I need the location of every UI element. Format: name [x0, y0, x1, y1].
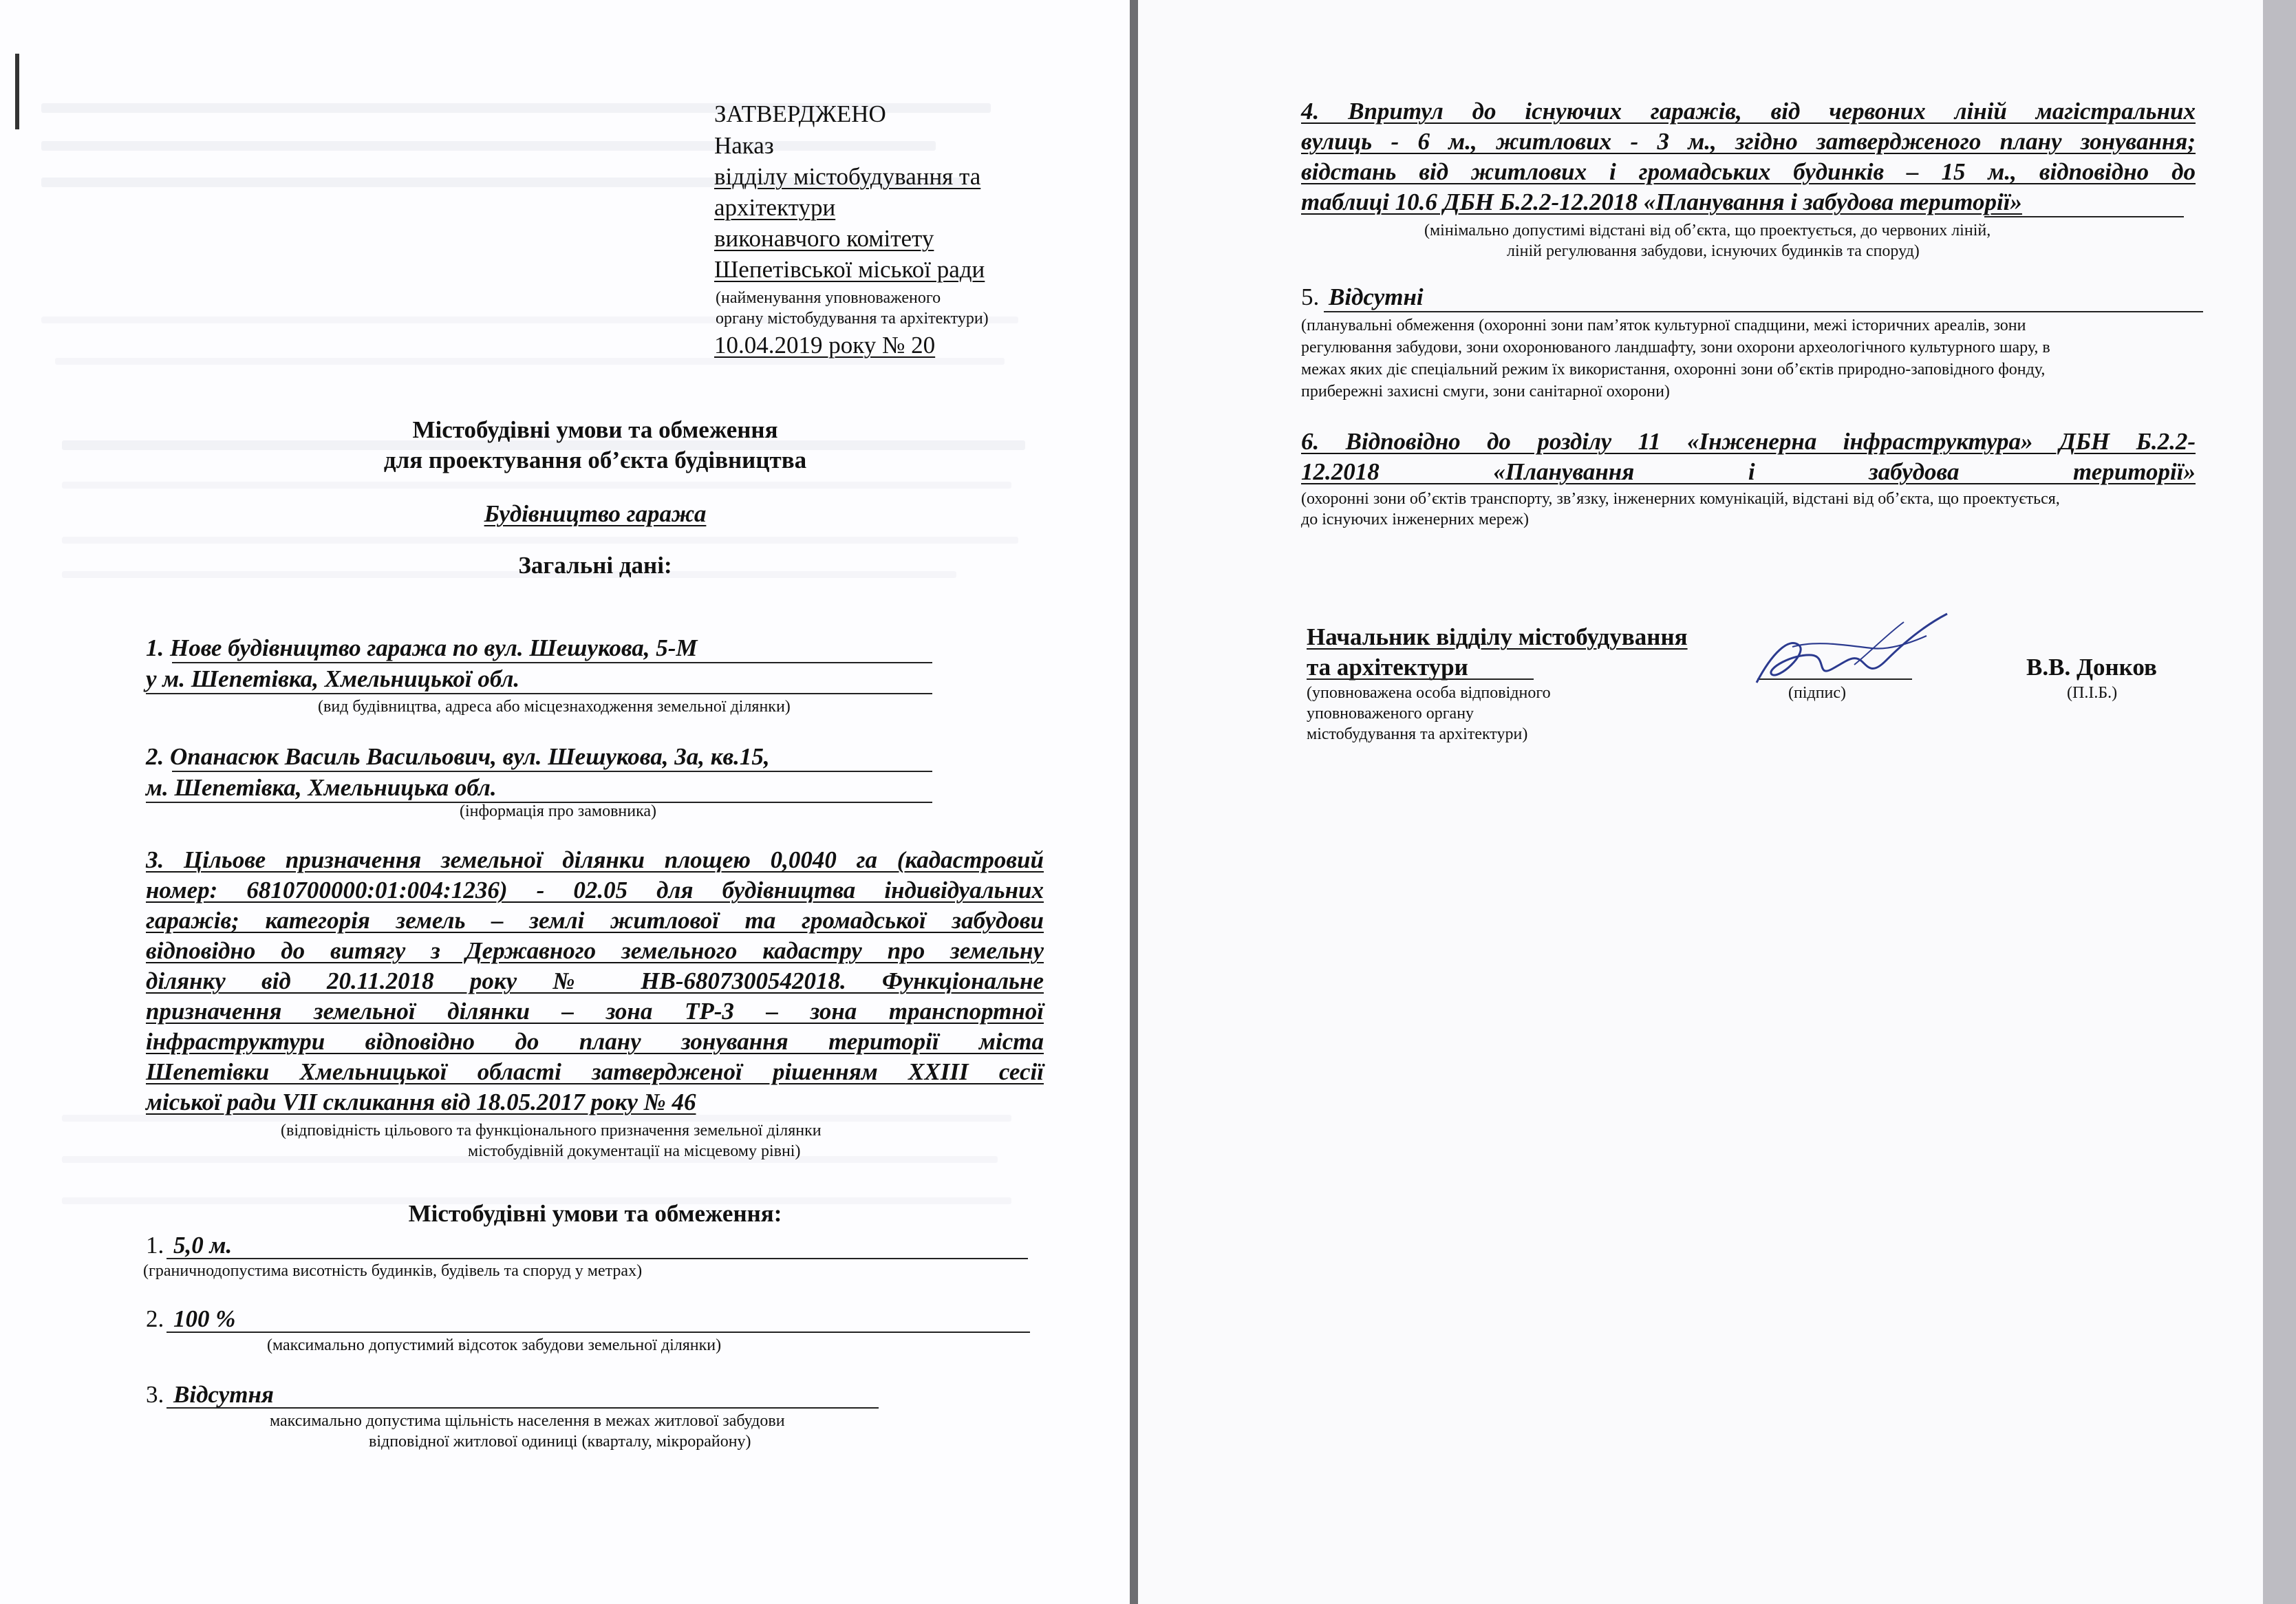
condition-3-note: відповідної житлової одиниці (кварталу, мікрорайону) [369, 1433, 751, 1451]
condition-6-paragraph [1301, 427, 2196, 487]
scan-edge [2263, 0, 2296, 1604]
signature-note: (підпис) [1788, 684, 1847, 702]
item-3-line: гаражів; категорія земель – землі житлової та громадської забудови [146, 907, 1044, 934]
condition-6-line: 12.2018 «Планування і забудова території» [1301, 458, 2196, 485]
handwritten-signature [1751, 606, 1957, 695]
condition-5-note: регулювання забудови, зони охоронюваного ландшафту, зони охорони археологічного культурного шару, в [1301, 339, 2050, 356]
condition-4-note: (мінімально допустимі відстані від об’єкта, що проектується, до червоних ліній, [1424, 222, 1991, 239]
condition-3-note: максимально допустима щільність населення в межах житлової забудови [270, 1412, 785, 1430]
signatory-position: та архітектури [1307, 654, 1468, 681]
approval-dept: виконавчого комітету [714, 225, 934, 252]
item-3-note: (відповідність цільового та функціонального призначення земельної ділянки [281, 1122, 822, 1140]
underline [1324, 311, 2203, 312]
approval-dept: архітектури [714, 194, 836, 221]
item-3-note: містобудівній документації на місцевому рівні) [468, 1142, 801, 1160]
general-heading: Загальні дані: [518, 552, 672, 579]
condition-5-note: межах яких діє спеціальний режим їх використання, охоронні зони об’єктів природно-заповідного фонду, [1301, 361, 2046, 378]
condition-2-note: (максимально допустимий відсоток забудови земельної ділянки) [267, 1336, 722, 1354]
condition-5-note: прибережні захисні смуги, зони санітарної охорони) [1301, 383, 1670, 400]
item-1-text: 1. Нове будівництво гаража по вул. Шешукова, 5-М [146, 634, 698, 661]
underline [1307, 678, 1534, 680]
condition-3-value: Відсутня [173, 1381, 274, 1408]
approval-dept: відділу містобудування та [714, 163, 981, 190]
item-2-text: м. Шепетівка, Хмельницька обл. [146, 774, 497, 801]
condition-2-value: 100 % [173, 1305, 236, 1332]
condition-4-note: ліній регулювання забудови, існуючих будинків та споруд) [1507, 242, 1920, 260]
condition-2-number: 2. [146, 1305, 164, 1332]
item-3-line: Шепетівки Хмельницької області затвердженої рішенням ХХІІІ сесії [146, 1058, 1044, 1085]
underline [146, 693, 932, 694]
item-2-note: (інформація про замовника) [460, 802, 657, 820]
condition-1-value: 5,0 м. [173, 1232, 233, 1259]
signatory-role-note: уповноваженого органу [1307, 705, 1474, 723]
bleed-through [41, 141, 936, 151]
bleed-through [62, 537, 1018, 544]
item-1-text: у м. Шепетівка, Хмельницької обл. [146, 665, 520, 692]
item-3-line: інфраструктури відповідно до плану зонування території міста [146, 1028, 1044, 1055]
condition-6-line: 6. Відповідно до розділу 11 «Інженерна інфраструктура» ДБН Б.2.2- [1301, 428, 2196, 455]
approval-order: Наказ [714, 132, 774, 159]
condition-4-line: вулиць - 6 м., житлових - 3 м., згідно затвердженого плану зонування; [1301, 128, 2196, 155]
item-1-note: (вид будівництва, адреса або місцезнаходження земельної ділянки) [318, 698, 791, 716]
condition-4-line: таблиці 10.6 ДБН Б.2.2-12.2018 «Планування і забудова території» [1301, 189, 2022, 215]
underline [172, 771, 932, 772]
signatory-position: Начальник відділу містобудування [1307, 623, 1688, 650]
condition-6-note: до існуючих інженерних мереж) [1301, 511, 1529, 528]
approval-dept: Шепетівської міської ради [714, 256, 985, 283]
approval-date: 10.04.2019 року № 20 [714, 332, 936, 359]
underline [167, 1258, 1028, 1259]
right-page [1138, 0, 2263, 1604]
condition-6-note: (охоронні зони об’єктів транспорту, зв’язку, інженерних комунікацій, відстані від об’єкта, що проектується, [1301, 490, 2060, 508]
item-3-line: номер: 6810700000:01:004:1236) - 02.05 для будівництва індивідуальних [146, 877, 1044, 903]
condition-5-number: 5. [1301, 284, 1320, 310]
approval-title: ЗАТВЕРДЖЕНО [714, 100, 886, 127]
underline [1984, 216, 2184, 217]
approval-note: органу містобудування та архітектури) [716, 310, 989, 328]
condition-1-number: 1. [146, 1232, 164, 1259]
condition-5-note: (планувальні обмеження (охоронні зони пам’яток культурної спадщини, межі історичних ареалів, зони [1301, 317, 2026, 334]
underline [167, 1332, 1030, 1333]
binding-mark [15, 54, 19, 129]
approval-note: (найменування уповноваженого [716, 289, 941, 307]
signatory-name: В.В. Донков [2026, 654, 2157, 681]
item-2-text: 2. Опанасюк Василь Васильович, вул. Шешукова, 3а, кв.15, [146, 743, 770, 770]
item-3-line: призначення земельної ділянки – зона ТР-3 – зона транспортної [146, 998, 1044, 1025]
doc-title: Містобудівні умови та обмеження [412, 416, 778, 443]
page-gutter [1130, 0, 1138, 1604]
condition-3-number: 3. [146, 1381, 164, 1408]
signatory-role-note: містобудування та архітектури) [1307, 725, 1528, 743]
item-3-line: ділянку від 20.11.2018 року № НВ-6807300542018. Функціональне [146, 967, 1044, 994]
item-3-line: 3. Цільове призначення земельної ділянки площею 0,0040 га (кадастровий [146, 846, 1044, 873]
doc-subtitle: для проектування об’єкта будівництва [383, 447, 807, 473]
condition-4-line: відстань від житлових і громадських будинків – 15 м., відповідно до [1301, 158, 2196, 185]
conditions-heading: Містобудівні умови та обмеження: [408, 1200, 782, 1227]
condition-5-value: Відсутні [1329, 284, 1424, 310]
item-3-line: міської ради VII скликання від 18.05.2017 року № 46 [146, 1089, 696, 1115]
condition-4-paragraph [1301, 96, 2196, 217]
object-name: Будівництво гаража [484, 500, 707, 527]
item-3-line: відповідно до витягу з Державного земельного кадастру про земельну [146, 937, 1044, 964]
signatory-role-note: (уповноважена особа відповідного [1307, 684, 1551, 702]
condition-4-line: 4. Впритул до існуючих гаражів, від червоних ліній магістральних [1301, 98, 2196, 125]
underline [167, 1407, 879, 1409]
underline [172, 662, 932, 663]
name-note: (П.І.Б.) [2067, 684, 2118, 702]
bleed-through [62, 482, 1011, 489]
item-3-paragraph [146, 845, 1044, 1118]
condition-1-note: (граничнодопустима висотність будинків, будівель та споруд у метрах) [143, 1262, 643, 1280]
left-page [0, 0, 1130, 1604]
